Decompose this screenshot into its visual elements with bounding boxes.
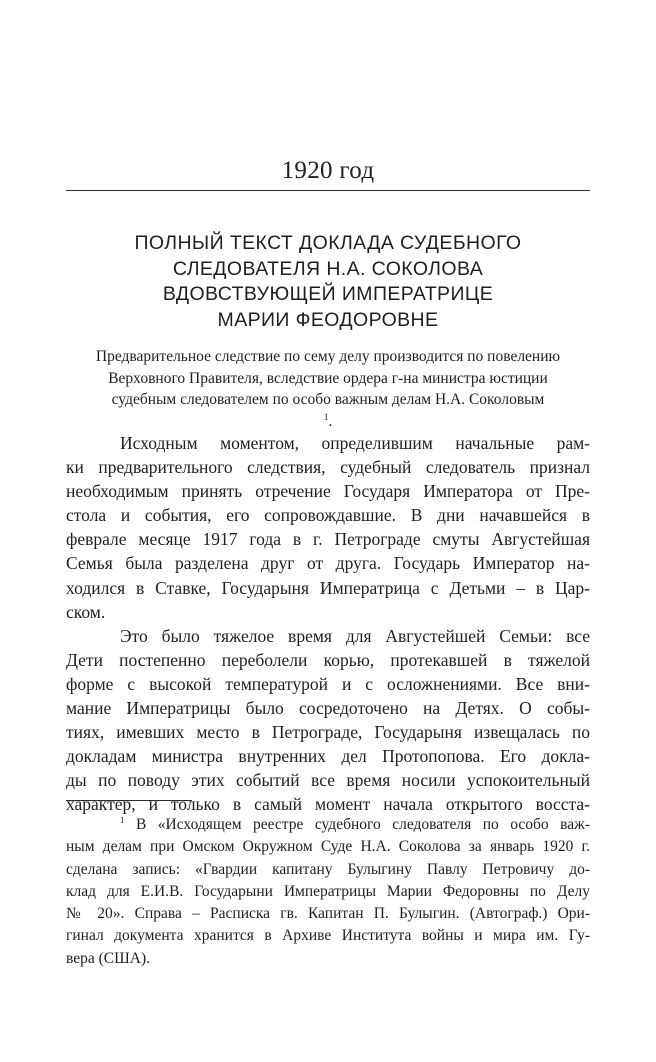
body-text [66,431,590,817]
section-year-heading: 1920 год [281,157,375,184]
footnote-line: ным делам при Омском Окружном Суде Н.А. Соколова за январь 1920 г. [66,838,590,856]
title-line: ВДОВСТВУЮЩЕЙ ИМПЕРАТРИЦЕ [162,283,494,305]
footnote-line: клад для Е.И.В. Государыни Императрицы Марии Федоровны по Делу [66,882,590,900]
preface-line-text: судебным следователем по особо важным делам Н.А. Соколовым [111,391,545,408]
text-line: ды по поводу этих событий все время носили успокоительный [66,770,590,791]
title-line: ПОЛНЫЙ ТЕКСТ ДОКЛАДА СУДЕБНОГО [134,232,522,254]
paragraph-2 [66,624,590,817]
footnote-line: № 20». Справа – Расписка гв. Капитан П. Булыгин. (Автограф.) Ори- [66,905,590,923]
text-line: ском. [66,601,106,622]
paragraph-1 [66,431,590,624]
footnote-line: вера (США). [66,949,150,967]
text-line: феврале месяце 1917 года в г. Петрограде смуты Августейшая [66,529,590,550]
title-line: СЛЕДОВАТЕЛЯ Н.А. СОКОЛОВА [172,257,484,280]
text-line: мание Императрицы было сосредоточено на Детях. О собы- [66,698,590,719]
footnote [66,814,590,970]
footnote-line-text: В «Исходящем реестре судебного следователя по особо важ- [135,816,590,833]
footnote-line: сделана запись: «Гвардии капитану Булыгину Павлу Петровичу до- [66,860,590,878]
header-rule [66,190,590,191]
text-line: форме с высокой температурой и с осложнениями. Все вни- [66,673,590,694]
preface-line: Предварительное следствие по сему делу производится по повелению [95,348,561,365]
footnote-rule [66,800,192,801]
text-line: Дети постепенно переболели корью, протекавшей в тяжелой [66,649,590,670]
text-line: Семья была разделена друг от друга. Государь Император на- [66,553,590,574]
footnote-line: гинал документа хранится в Архиве Института войны и мира им. Гу- [66,927,590,945]
text-line: стола и события, его сопровождавшие. В дни начавшейся в [66,505,590,526]
footnote-line [66,814,590,836]
text-line: Это было тяжелое время для Августейшей Семьи: все [120,625,590,646]
text-line: тиях, имевших место в Петрограде, Государыня извещалась по [66,722,590,743]
document-title [66,231,590,333]
text-line: ходился в Ставке, Государыня Императрица с Детьми – в Цар- [66,577,590,598]
text-line: ки предварительного следствия, судебный следователь признал [66,457,590,478]
preface-line: судебным следователем по особо важным делам Н.А. Соколовым $^1$. [66,389,590,432]
footnote-number: 1 [120,814,125,825]
text-line: докладам министра внутренних дел Протопопова. Его докла- [66,746,590,767]
text-line: характер, и только в самый момент начала открытого восста- [66,794,590,815]
preface-note [66,346,590,432]
text-line: Исходным моментом, определившим начальные рам- [120,433,590,453]
text-line: необходимым принять отречение Государя Императора от Пре- [66,481,590,502]
footnote-marker: 1 [323,411,329,422]
preface-line: Верховного Правителя, вследствие ордера г-на министра юстиции [108,369,548,387]
title-line: МАРИИ ФЕОДОРОВНЕ [217,308,439,331]
